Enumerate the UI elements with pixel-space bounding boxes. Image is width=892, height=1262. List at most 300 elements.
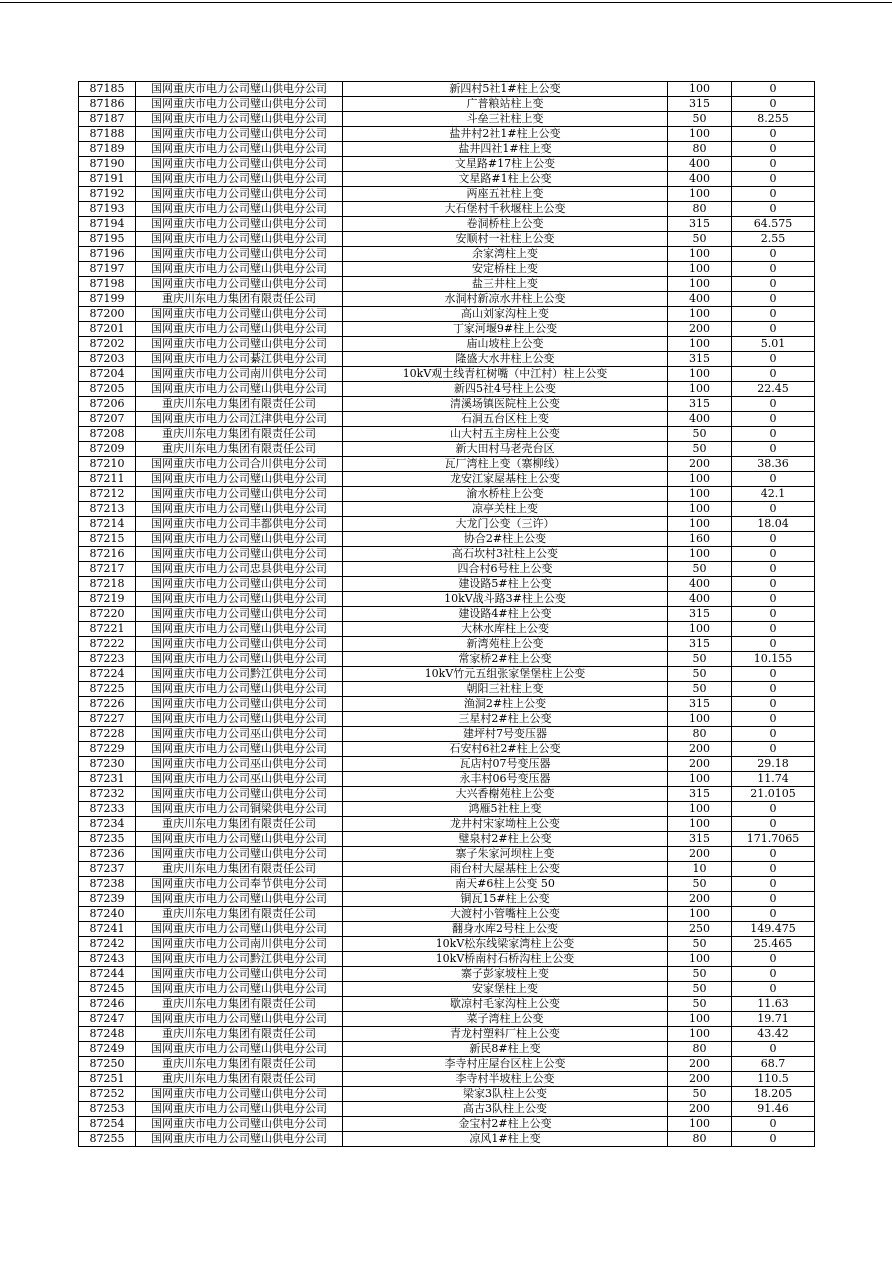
company-cell: 重庆川东电力集团有限责任公司	[136, 1057, 343, 1072]
value-cell: 18.04	[732, 517, 815, 532]
company-cell: 国网重庆市电力公司璧山供电分公司	[136, 922, 343, 937]
capacity-cell: 100	[668, 82, 732, 97]
value-cell: 19.71	[732, 1012, 815, 1027]
capacity-cell: 50	[668, 232, 732, 247]
capacity-cell: 100	[668, 907, 732, 922]
row-id-cell: 87252	[79, 1087, 136, 1102]
value-cell: 0	[732, 727, 815, 742]
row-id-cell: 87192	[79, 187, 136, 202]
company-cell: 国网重庆市电力公司璧山供电分公司	[136, 172, 343, 187]
capacity-cell: 100	[668, 307, 732, 322]
transformer-name-cell: 盐井四社1#柱上变	[343, 142, 668, 157]
value-cell: 0	[732, 712, 815, 727]
table-row	[79, 772, 815, 787]
value-cell: 0	[732, 742, 815, 757]
capacity-cell: 80	[668, 1042, 732, 1057]
company-cell: 国网重庆市电力公司綦江供电分公司	[136, 352, 343, 367]
capacity-cell: 50	[668, 937, 732, 952]
capacity-cell: 100	[668, 187, 732, 202]
row-id-cell: 87219	[79, 592, 136, 607]
table-row	[79, 1042, 815, 1057]
value-cell: 11.74	[732, 772, 815, 787]
value-cell: 0	[732, 862, 815, 877]
table-row	[79, 112, 815, 127]
company-cell: 国网重庆市电力公司璧山供电分公司	[136, 697, 343, 712]
capacity-cell: 315	[668, 787, 732, 802]
capacity-cell: 50	[668, 1087, 732, 1102]
capacity-cell: 250	[668, 922, 732, 937]
transformer-name-cell: 高古3队柱上公变	[343, 1102, 668, 1117]
value-cell: 0	[732, 982, 815, 997]
transformer-name-cell: 新四5社4号柱上公变	[343, 382, 668, 397]
transformer-name-cell: 歇凉村毛家沟柱上公变	[343, 997, 668, 1012]
transformer-name-cell: 建设路5#柱上公变	[343, 577, 668, 592]
value-cell: 0	[732, 802, 815, 817]
value-cell: 5.01	[732, 337, 815, 352]
transformer-name-cell: 菜子湾柱上公变	[343, 1012, 668, 1027]
company-cell: 国网重庆市电力公司璧山供电分公司	[136, 187, 343, 202]
company-cell: 国网重庆市电力公司璧山供电分公司	[136, 592, 343, 607]
table-row	[79, 82, 815, 97]
transformer-name-cell: 盐三井柱上变	[343, 277, 668, 292]
table-row	[79, 637, 815, 652]
table-row	[79, 262, 815, 277]
company-cell: 国网重庆市电力公司璧山供电分公司	[136, 1042, 343, 1057]
company-cell: 国网重庆市电力公司璧山供电分公司	[136, 232, 343, 247]
row-id-cell: 87249	[79, 1042, 136, 1057]
company-cell: 重庆川东电力集团有限责任公司	[136, 427, 343, 442]
company-cell: 国网重庆市电力公司璧山供电分公司	[136, 262, 343, 277]
value-cell: 0	[732, 622, 815, 637]
table-row	[79, 847, 815, 862]
transformer-name-cell: 渔洞2#柱上公变	[343, 697, 668, 712]
value-cell: 0	[732, 532, 815, 547]
transformer-name-cell: 文星路#17柱上公变	[343, 157, 668, 172]
capacity-cell: 100	[668, 1027, 732, 1042]
row-id-cell: 87243	[79, 952, 136, 967]
company-cell: 国网重庆市电力公司璧山供电分公司	[136, 202, 343, 217]
row-id-cell: 87255	[79, 1132, 136, 1147]
table-row	[79, 1117, 815, 1132]
table-row	[79, 622, 815, 637]
capacity-cell: 200	[668, 457, 732, 472]
row-id-cell: 87245	[79, 982, 136, 997]
company-cell: 国网重庆市电力公司璧山供电分公司	[136, 832, 343, 847]
row-id-cell: 87239	[79, 892, 136, 907]
capacity-cell: 50	[668, 877, 732, 892]
transformer-name-cell: 山大村五主房柱上公变	[343, 427, 668, 442]
company-cell: 国网重庆市电力公司铜梁供电分公司	[136, 802, 343, 817]
table-row	[79, 172, 815, 187]
value-cell: 0	[732, 907, 815, 922]
table-row	[79, 487, 815, 502]
table-row	[79, 937, 815, 952]
company-cell: 国网重庆市电力公司璧山供电分公司	[136, 82, 343, 97]
company-cell: 重庆川东电力集团有限责任公司	[136, 997, 343, 1012]
table-row	[79, 757, 815, 772]
value-cell: 0	[732, 157, 815, 172]
transformer-name-cell: 鸿雁5社柱上变	[343, 802, 668, 817]
table-row	[79, 1012, 815, 1027]
value-cell: 149.475	[732, 922, 815, 937]
row-id-cell: 87209	[79, 442, 136, 457]
capacity-cell: 200	[668, 742, 732, 757]
transformer-name-cell: 广普粮站柱上变	[343, 97, 668, 112]
transformer-name-cell: 余家湾柱上变	[343, 247, 668, 262]
transformer-name-cell: 瓦厂湾柱上变（寨柳线）	[343, 457, 668, 472]
table-row	[79, 277, 815, 292]
capacity-cell: 50	[668, 667, 732, 682]
row-id-cell: 87189	[79, 142, 136, 157]
company-cell: 国网重庆市电力公司璧山供电分公司	[136, 967, 343, 982]
transformer-name-cell: 丁家河堰9#柱上公变	[343, 322, 668, 337]
company-cell: 国网重庆市电力公司巫山供电分公司	[136, 757, 343, 772]
value-cell: 42.1	[732, 487, 815, 502]
value-cell: 2.55	[732, 232, 815, 247]
value-cell: 0	[732, 607, 815, 622]
row-id-cell: 87240	[79, 907, 136, 922]
capacity-cell: 100	[668, 382, 732, 397]
value-cell: 0	[732, 277, 815, 292]
transformer-name-cell: 大渡村小管嘴柱上公变	[343, 907, 668, 922]
table-row	[79, 502, 815, 517]
company-cell: 国网重庆市电力公司璧山供电分公司	[136, 277, 343, 292]
table-row	[79, 697, 815, 712]
capacity-cell: 400	[668, 412, 732, 427]
table-row	[79, 367, 815, 382]
transformer-name-cell: 大林水库柱上公变	[343, 622, 668, 637]
transformer-name-cell: 李寺村庄屋台区柱上公变	[343, 1057, 668, 1072]
table-row	[79, 607, 815, 622]
value-cell: 0	[732, 577, 815, 592]
row-id-cell: 87186	[79, 97, 136, 112]
table-row	[79, 247, 815, 262]
transformer-name-cell: 翻身水库2号柱上公变	[343, 922, 668, 937]
company-cell: 国网重庆市电力公司璧山供电分公司	[136, 577, 343, 592]
company-cell: 国网重庆市电力公司璧山供电分公司	[136, 682, 343, 697]
table-row	[79, 712, 815, 727]
row-id-cell: 87194	[79, 217, 136, 232]
value-cell: 91.46	[732, 1102, 815, 1117]
value-cell: 0	[732, 1117, 815, 1132]
value-cell: 11.63	[732, 997, 815, 1012]
company-cell: 国网重庆市电力公司璧山供电分公司	[136, 382, 343, 397]
table-row	[79, 307, 815, 322]
company-cell: 国网重庆市电力公司璧山供电分公司	[136, 547, 343, 562]
row-id-cell: 87250	[79, 1057, 136, 1072]
company-cell: 国网重庆市电力公司黔江供电分公司	[136, 952, 343, 967]
transformer-name-cell: 隆盛大水井柱上公变	[343, 352, 668, 367]
value-cell: 0	[732, 967, 815, 982]
capacity-cell: 315	[668, 217, 732, 232]
row-id-cell: 87208	[79, 427, 136, 442]
transformer-name-cell: 永丰村06号变压器	[343, 772, 668, 787]
capacity-cell: 100	[668, 622, 732, 637]
table-row	[79, 157, 815, 172]
transformer-name-cell: 凉亭关柱上变	[343, 502, 668, 517]
table-row	[79, 217, 815, 232]
company-cell: 国网重庆市电力公司璧山供电分公司	[136, 472, 343, 487]
table-row	[79, 562, 815, 577]
capacity-cell: 80	[668, 202, 732, 217]
value-cell: 0	[732, 547, 815, 562]
transformer-name-cell: 渝水桥柱上公变	[343, 487, 668, 502]
row-id-cell: 87223	[79, 652, 136, 667]
table-row	[79, 727, 815, 742]
transformer-name-cell: 盐井村2社1#柱上公变	[343, 127, 668, 142]
row-id-cell: 87227	[79, 712, 136, 727]
table-row	[79, 952, 815, 967]
value-cell: 0	[732, 367, 815, 382]
row-id-cell: 87196	[79, 247, 136, 262]
company-cell: 国网重庆市电力公司璧山供电分公司	[136, 502, 343, 517]
company-cell: 国网重庆市电力公司璧山供电分公司	[136, 247, 343, 262]
company-cell: 国网重庆市电力公司璧山供电分公司	[136, 652, 343, 667]
company-cell: 重庆川东电力集团有限责任公司	[136, 862, 343, 877]
table-row	[79, 742, 815, 757]
transformer-name-cell: 凉风1#柱上变	[343, 1132, 668, 1147]
value-cell: 18.205	[732, 1087, 815, 1102]
row-id-cell: 87235	[79, 832, 136, 847]
company-cell: 重庆川东电力集团有限责任公司	[136, 397, 343, 412]
value-cell: 0	[732, 877, 815, 892]
table-row	[79, 382, 815, 397]
table-row	[79, 337, 815, 352]
row-id-cell: 87221	[79, 622, 136, 637]
transformer-name-cell: 建坪村7号变压器	[343, 727, 668, 742]
row-id-cell: 87254	[79, 1117, 136, 1132]
row-id-cell: 87210	[79, 457, 136, 472]
capacity-cell: 50	[668, 427, 732, 442]
transformer-name-cell: 新湾苑柱上公变	[343, 637, 668, 652]
company-cell: 国网重庆市电力公司南川供电分公司	[136, 367, 343, 382]
value-cell: 0	[732, 322, 815, 337]
table-row	[79, 397, 815, 412]
capacity-cell: 100	[668, 367, 732, 382]
row-id-cell: 87230	[79, 757, 136, 772]
company-cell: 国网重庆市电力公司璧山供电分公司	[136, 742, 343, 757]
table-row	[79, 127, 815, 142]
row-id-cell: 87190	[79, 157, 136, 172]
transformer-name-cell: 青龙村塑料厂柱上公变	[343, 1027, 668, 1042]
table-row	[79, 982, 815, 997]
row-id-cell: 87191	[79, 172, 136, 187]
row-id-cell: 87226	[79, 697, 136, 712]
value-cell: 0	[732, 352, 815, 367]
capacity-cell: 400	[668, 577, 732, 592]
value-cell: 38.36	[732, 457, 815, 472]
capacity-cell: 50	[668, 652, 732, 667]
capacity-cell: 100	[668, 1012, 732, 1027]
value-cell: 0	[732, 667, 815, 682]
capacity-cell: 400	[668, 172, 732, 187]
value-cell: 0	[732, 817, 815, 832]
capacity-cell: 100	[668, 1117, 732, 1132]
row-id-cell: 87241	[79, 922, 136, 937]
transformer-name-cell: 高石坎村3社柱上公变	[343, 547, 668, 562]
transformer-name-cell: 协合2#柱上公变	[343, 532, 668, 547]
row-id-cell: 87247	[79, 1012, 136, 1027]
value-cell: 0	[732, 1042, 815, 1057]
company-cell: 国网重庆市电力公司璧山供电分公司	[136, 1012, 343, 1027]
row-id-cell: 87206	[79, 397, 136, 412]
transformer-name-cell: 朝阳三社柱上变	[343, 682, 668, 697]
table-row	[79, 472, 815, 487]
value-cell: 0	[732, 127, 815, 142]
transformer-name-cell: 清溪场镇医院柱上公变	[343, 397, 668, 412]
transformer-name-cell: 常家桥2#柱上公变	[343, 652, 668, 667]
table-row	[79, 667, 815, 682]
value-cell: 0	[732, 697, 815, 712]
row-id-cell: 87225	[79, 682, 136, 697]
company-cell: 国网重庆市电力公司璧山供电分公司	[136, 157, 343, 172]
table-row	[79, 232, 815, 247]
company-cell: 国网重庆市电力公司巫山供电分公司	[136, 772, 343, 787]
capacity-cell: 400	[668, 157, 732, 172]
row-id-cell: 87236	[79, 847, 136, 862]
company-cell: 国网重庆市电力公司璧山供电分公司	[136, 127, 343, 142]
capacity-cell: 50	[668, 682, 732, 697]
transformer-name-cell: 水洞村新凉水井柱上公变	[343, 292, 668, 307]
capacity-cell: 200	[668, 1072, 732, 1087]
transformer-name-cell: 建设路4#柱上公变	[343, 607, 668, 622]
transformer-name-cell: 石安村6社2#柱上公变	[343, 742, 668, 757]
company-cell: 国网重庆市电力公司璧山供电分公司	[136, 1087, 343, 1102]
transformer-name-cell: 龙井村宋家坳柱上公变	[343, 817, 668, 832]
capacity-cell: 100	[668, 802, 732, 817]
company-cell: 国网重庆市电力公司璧山供电分公司	[136, 532, 343, 547]
capacity-cell: 100	[668, 277, 732, 292]
capacity-cell: 160	[668, 532, 732, 547]
row-id-cell: 87201	[79, 322, 136, 337]
table-body	[79, 82, 815, 1147]
capacity-cell: 50	[668, 982, 732, 997]
capacity-cell: 400	[668, 292, 732, 307]
capacity-cell: 100	[668, 502, 732, 517]
transformer-name-cell: 安顺村一社柱上公变	[343, 232, 668, 247]
transformer-name-cell: 新大田村马老壳台区	[343, 442, 668, 457]
company-cell: 国网重庆市电力公司璧山供电分公司	[136, 712, 343, 727]
table-row	[79, 187, 815, 202]
company-cell: 重庆川东电力集团有限责任公司	[136, 817, 343, 832]
table-row	[79, 517, 815, 532]
row-id-cell: 87246	[79, 997, 136, 1012]
transformer-name-cell: 文星路#1柱上公变	[343, 172, 668, 187]
table-row	[79, 202, 815, 217]
row-id-cell: 87203	[79, 352, 136, 367]
value-cell: 0	[732, 502, 815, 517]
row-id-cell: 87228	[79, 727, 136, 742]
company-cell: 国网重庆市电力公司璧山供电分公司	[136, 982, 343, 997]
table-row	[79, 292, 815, 307]
row-id-cell: 87197	[79, 262, 136, 277]
row-id-cell: 87224	[79, 667, 136, 682]
company-cell: 重庆川东电力集团有限责任公司	[136, 292, 343, 307]
company-cell: 国网重庆市电力公司璧山供电分公司	[136, 97, 343, 112]
transformer-name-cell: 斗垒三社柱上变	[343, 112, 668, 127]
company-cell: 国网重庆市电力公司合川供电分公司	[136, 457, 343, 472]
row-id-cell: 87229	[79, 742, 136, 757]
table-row	[79, 1132, 815, 1147]
company-cell: 国网重庆市电力公司璧山供电分公司	[136, 142, 343, 157]
table-row	[79, 922, 815, 937]
capacity-cell: 200	[668, 1102, 732, 1117]
company-cell: 国网重庆市电力公司璧山供电分公司	[136, 1117, 343, 1132]
capacity-cell: 315	[668, 97, 732, 112]
value-cell: 0	[732, 682, 815, 697]
capacity-cell: 200	[668, 322, 732, 337]
capacity-cell: 100	[668, 262, 732, 277]
capacity-cell: 315	[668, 397, 732, 412]
row-id-cell: 87217	[79, 562, 136, 577]
row-id-cell: 87214	[79, 517, 136, 532]
row-id-cell: 87242	[79, 937, 136, 952]
value-cell: 64.575	[732, 217, 815, 232]
capacity-cell: 200	[668, 757, 732, 772]
value-cell: 0	[732, 142, 815, 157]
transformer-name-cell: 10kV战斗路3#柱上公变	[343, 592, 668, 607]
value-cell: 22.45	[732, 382, 815, 397]
row-id-cell: 87232	[79, 787, 136, 802]
table-row	[79, 832, 815, 847]
table-row	[79, 787, 815, 802]
company-cell: 国网重庆市电力公司丰都供电分公司	[136, 517, 343, 532]
transformer-name-cell: 三星村2#柱上公变	[343, 712, 668, 727]
transformer-name-cell: 庙山坡柱上公变	[343, 337, 668, 352]
value-cell: 0	[732, 952, 815, 967]
transformer-name-cell: 安定桥柱上变	[343, 262, 668, 277]
table-row	[79, 1057, 815, 1072]
table-row	[79, 652, 815, 667]
capacity-cell: 50	[668, 112, 732, 127]
transformer-name-cell: 10kV竹元五组张家堡堡柱上公变	[343, 667, 668, 682]
company-cell: 国网重庆市电力公司璧山供电分公司	[136, 487, 343, 502]
value-cell: 0	[732, 82, 815, 97]
row-id-cell: 87212	[79, 487, 136, 502]
company-cell: 国网重庆市电力公司璧山供电分公司	[136, 892, 343, 907]
company-cell: 重庆川东电力集团有限责任公司	[136, 1027, 343, 1042]
company-cell: 重庆川东电力集团有限责任公司	[136, 907, 343, 922]
company-cell: 国网重庆市电力公司璧山供电分公司	[136, 112, 343, 127]
transformer-name-cell: 卷洞桥柱上公变	[343, 217, 668, 232]
value-cell: 0	[732, 637, 815, 652]
row-id-cell: 87187	[79, 112, 136, 127]
transformer-name-cell: 瓦店村07号变压器	[343, 757, 668, 772]
company-cell: 国网重庆市电力公司璧山供电分公司	[136, 1102, 343, 1117]
value-cell: 0	[732, 262, 815, 277]
value-cell: 0	[732, 892, 815, 907]
row-id-cell: 87211	[79, 472, 136, 487]
capacity-cell: 50	[668, 442, 732, 457]
row-id-cell: 87193	[79, 202, 136, 217]
company-cell: 国网重庆市电力公司璧山供电分公司	[136, 607, 343, 622]
row-id-cell: 87199	[79, 292, 136, 307]
company-cell: 国网重庆市电力公司璧山供电分公司	[136, 787, 343, 802]
table-row	[79, 967, 815, 982]
row-id-cell: 87222	[79, 637, 136, 652]
capacity-cell: 80	[668, 1132, 732, 1147]
transformer-name-cell: 寨子彭家坡柱上变	[343, 967, 668, 982]
transformer-name-cell: 雨台村大屋基柱上公变	[343, 862, 668, 877]
transformer-name-cell: 梁家3队柱上公变	[343, 1087, 668, 1102]
company-cell: 国网重庆市电力公司璧山供电分公司	[136, 1132, 343, 1147]
company-cell: 国网重庆市电力公司江津供电分公司	[136, 412, 343, 427]
company-cell: 重庆川东电力集团有限责任公司	[136, 442, 343, 457]
capacity-cell: 200	[668, 892, 732, 907]
value-cell: 43.42	[732, 1027, 815, 1042]
capacity-cell: 50	[668, 967, 732, 982]
row-id-cell: 87200	[79, 307, 136, 322]
